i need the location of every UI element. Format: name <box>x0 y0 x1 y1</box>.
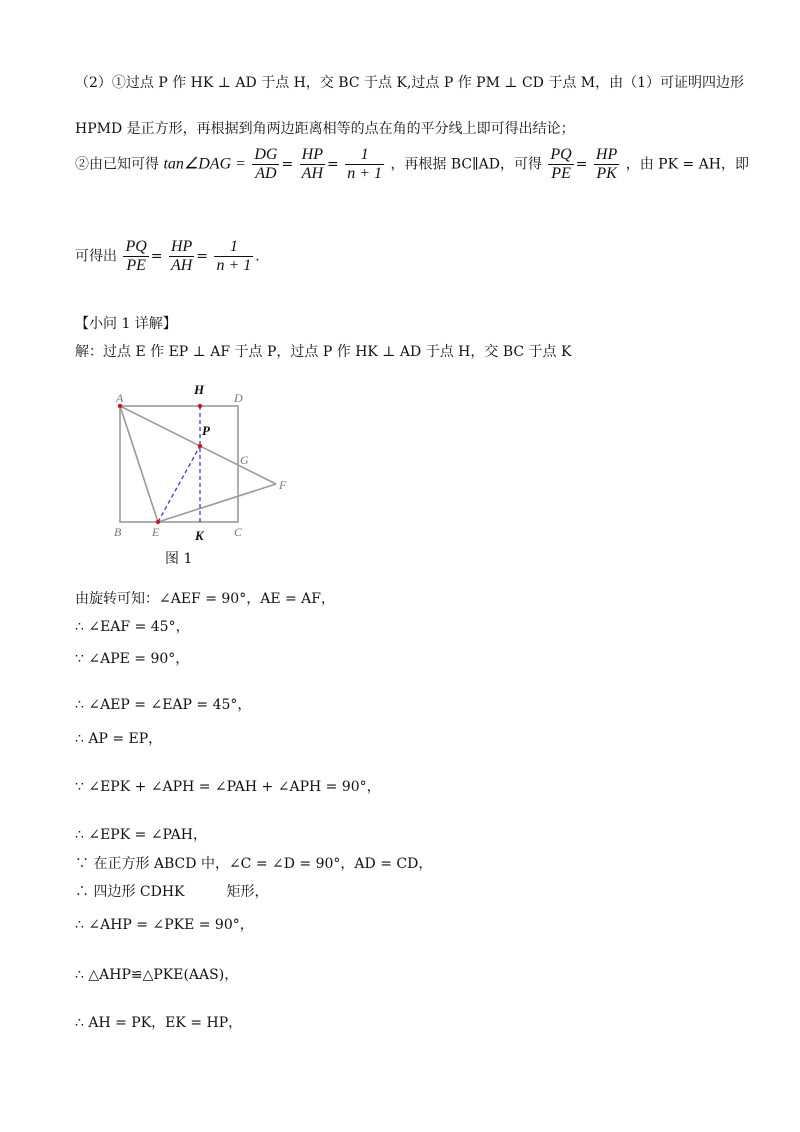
step-3: ∵ ∠APE = 90°， <box>75 651 190 667</box>
step-5: ∴ AP = EP， <box>75 731 163 747</box>
label-d: D <box>234 391 243 405</box>
section-heading: 【小问 1 详解】 <box>75 316 177 332</box>
step-8: ∵ 在正方形 ABCD 中，∠C = ∠D = 90°，AD = CD， <box>75 856 433 872</box>
line-2-mid: ，再根据 BC∥AD，可得 <box>390 156 542 173</box>
solution-intro: 解：过点 E 作 EP ⊥ AF 于点 P，过点 P 作 HK ⊥ AD 于点 H，交 BC 于点 K <box>75 344 572 360</box>
step-10: ∴ ∠AHP = ∠PKE = 90°， <box>75 917 254 933</box>
step-9: ∴ 四边形 CDHK 矩形， <box>75 884 269 900</box>
figure-caption: 图 1 <box>165 551 193 567</box>
label-e: E <box>152 525 160 539</box>
frac-hp-ah-2: $\frac{HP}{AH}$ <box>170 238 193 274</box>
point-e <box>156 520 160 524</box>
step-2: ∴ ∠EAF = 45°， <box>75 619 190 635</box>
step-11: ∴ △AHP≌△PKE(AAS)， <box>75 967 239 983</box>
line-1a: （2）①过点 P 作 HK ⊥ AD 于点 H，交 BC 于点 K,过点 P 作 PM ⊥ CD 于点 M，由（1）可证明四边形 <box>75 75 745 91</box>
line-2-prefix: ②由已知可得 <box>75 156 159 173</box>
segment-ae <box>120 406 158 522</box>
line-3: 可得出 $\frac{PQ}{PE}$ = $\frac{HP}{AH}$ = $\frac{1}{n + 1}$ . <box>75 238 260 274</box>
point-p <box>198 444 202 448</box>
label-a: A <box>116 391 124 405</box>
line-1b: HPMD 是正方形，再根据到角两边距离相等的点在角的平分线上即可得出结论； <box>75 121 575 137</box>
label-b: B <box>114 525 122 539</box>
frac-pq-pe-2: $\frac{PQ}{PE}$ <box>125 238 147 274</box>
label-p: P <box>202 423 210 438</box>
frac-dg-ad: $\frac{DG}{AD}$ <box>254 146 278 182</box>
frac-hp-ah: $\frac{HP}{AH}$ <box>301 146 323 182</box>
frac-hp-pk: $\frac{HP}{PK}$ <box>595 146 618 182</box>
line-2-end: ，由 PK = AH，即 <box>625 156 749 173</box>
frac-pq-pe: $\frac{PQ}{PE}$ <box>550 146 572 182</box>
frac-1-n1: $\frac{1}{n + 1}$ <box>347 146 382 182</box>
label-k: K <box>195 528 204 543</box>
line-3-prefix: 可得出 <box>75 248 117 265</box>
frac-1-n1-2: $\frac{1}{n + 1}$ <box>216 238 252 274</box>
point-h <box>198 404 202 408</box>
step-1: 由旋转可知：∠AEF = 90°，AE = AF， <box>75 591 336 607</box>
step-4: ∴ ∠AEP = ∠EAP = 45°， <box>75 697 252 713</box>
label-c: C <box>234 525 243 539</box>
geometry-figure <box>100 372 310 572</box>
step-12: ∴ AH = PK，EK = HP， <box>75 1015 243 1031</box>
label-g: G <box>240 453 249 467</box>
line-2: ②由已知可得 tan∠DAG = $\frac{DG}{AD}$ = $\frac{HP}{AH}$ = $\frac{1}{n + 1}$ ，再根据 BC∥AD，可得 $\frac{PQ}{PE}$ = $\frac{HP}{PK}$ ，由 PK = AH，即 <box>75 146 749 182</box>
segment-af <box>120 406 276 484</box>
tan-expr: tan∠DAG = <box>163 155 246 173</box>
label-h: H <box>194 382 205 397</box>
square-abcd <box>120 406 238 522</box>
label-f: F <box>279 478 287 492</box>
step-6: ∵ ∠EPK + ∠APH = ∠PAH + ∠APH = 90°， <box>75 779 381 795</box>
step-7: ∴ ∠EPK = ∠PAH， <box>75 827 208 843</box>
